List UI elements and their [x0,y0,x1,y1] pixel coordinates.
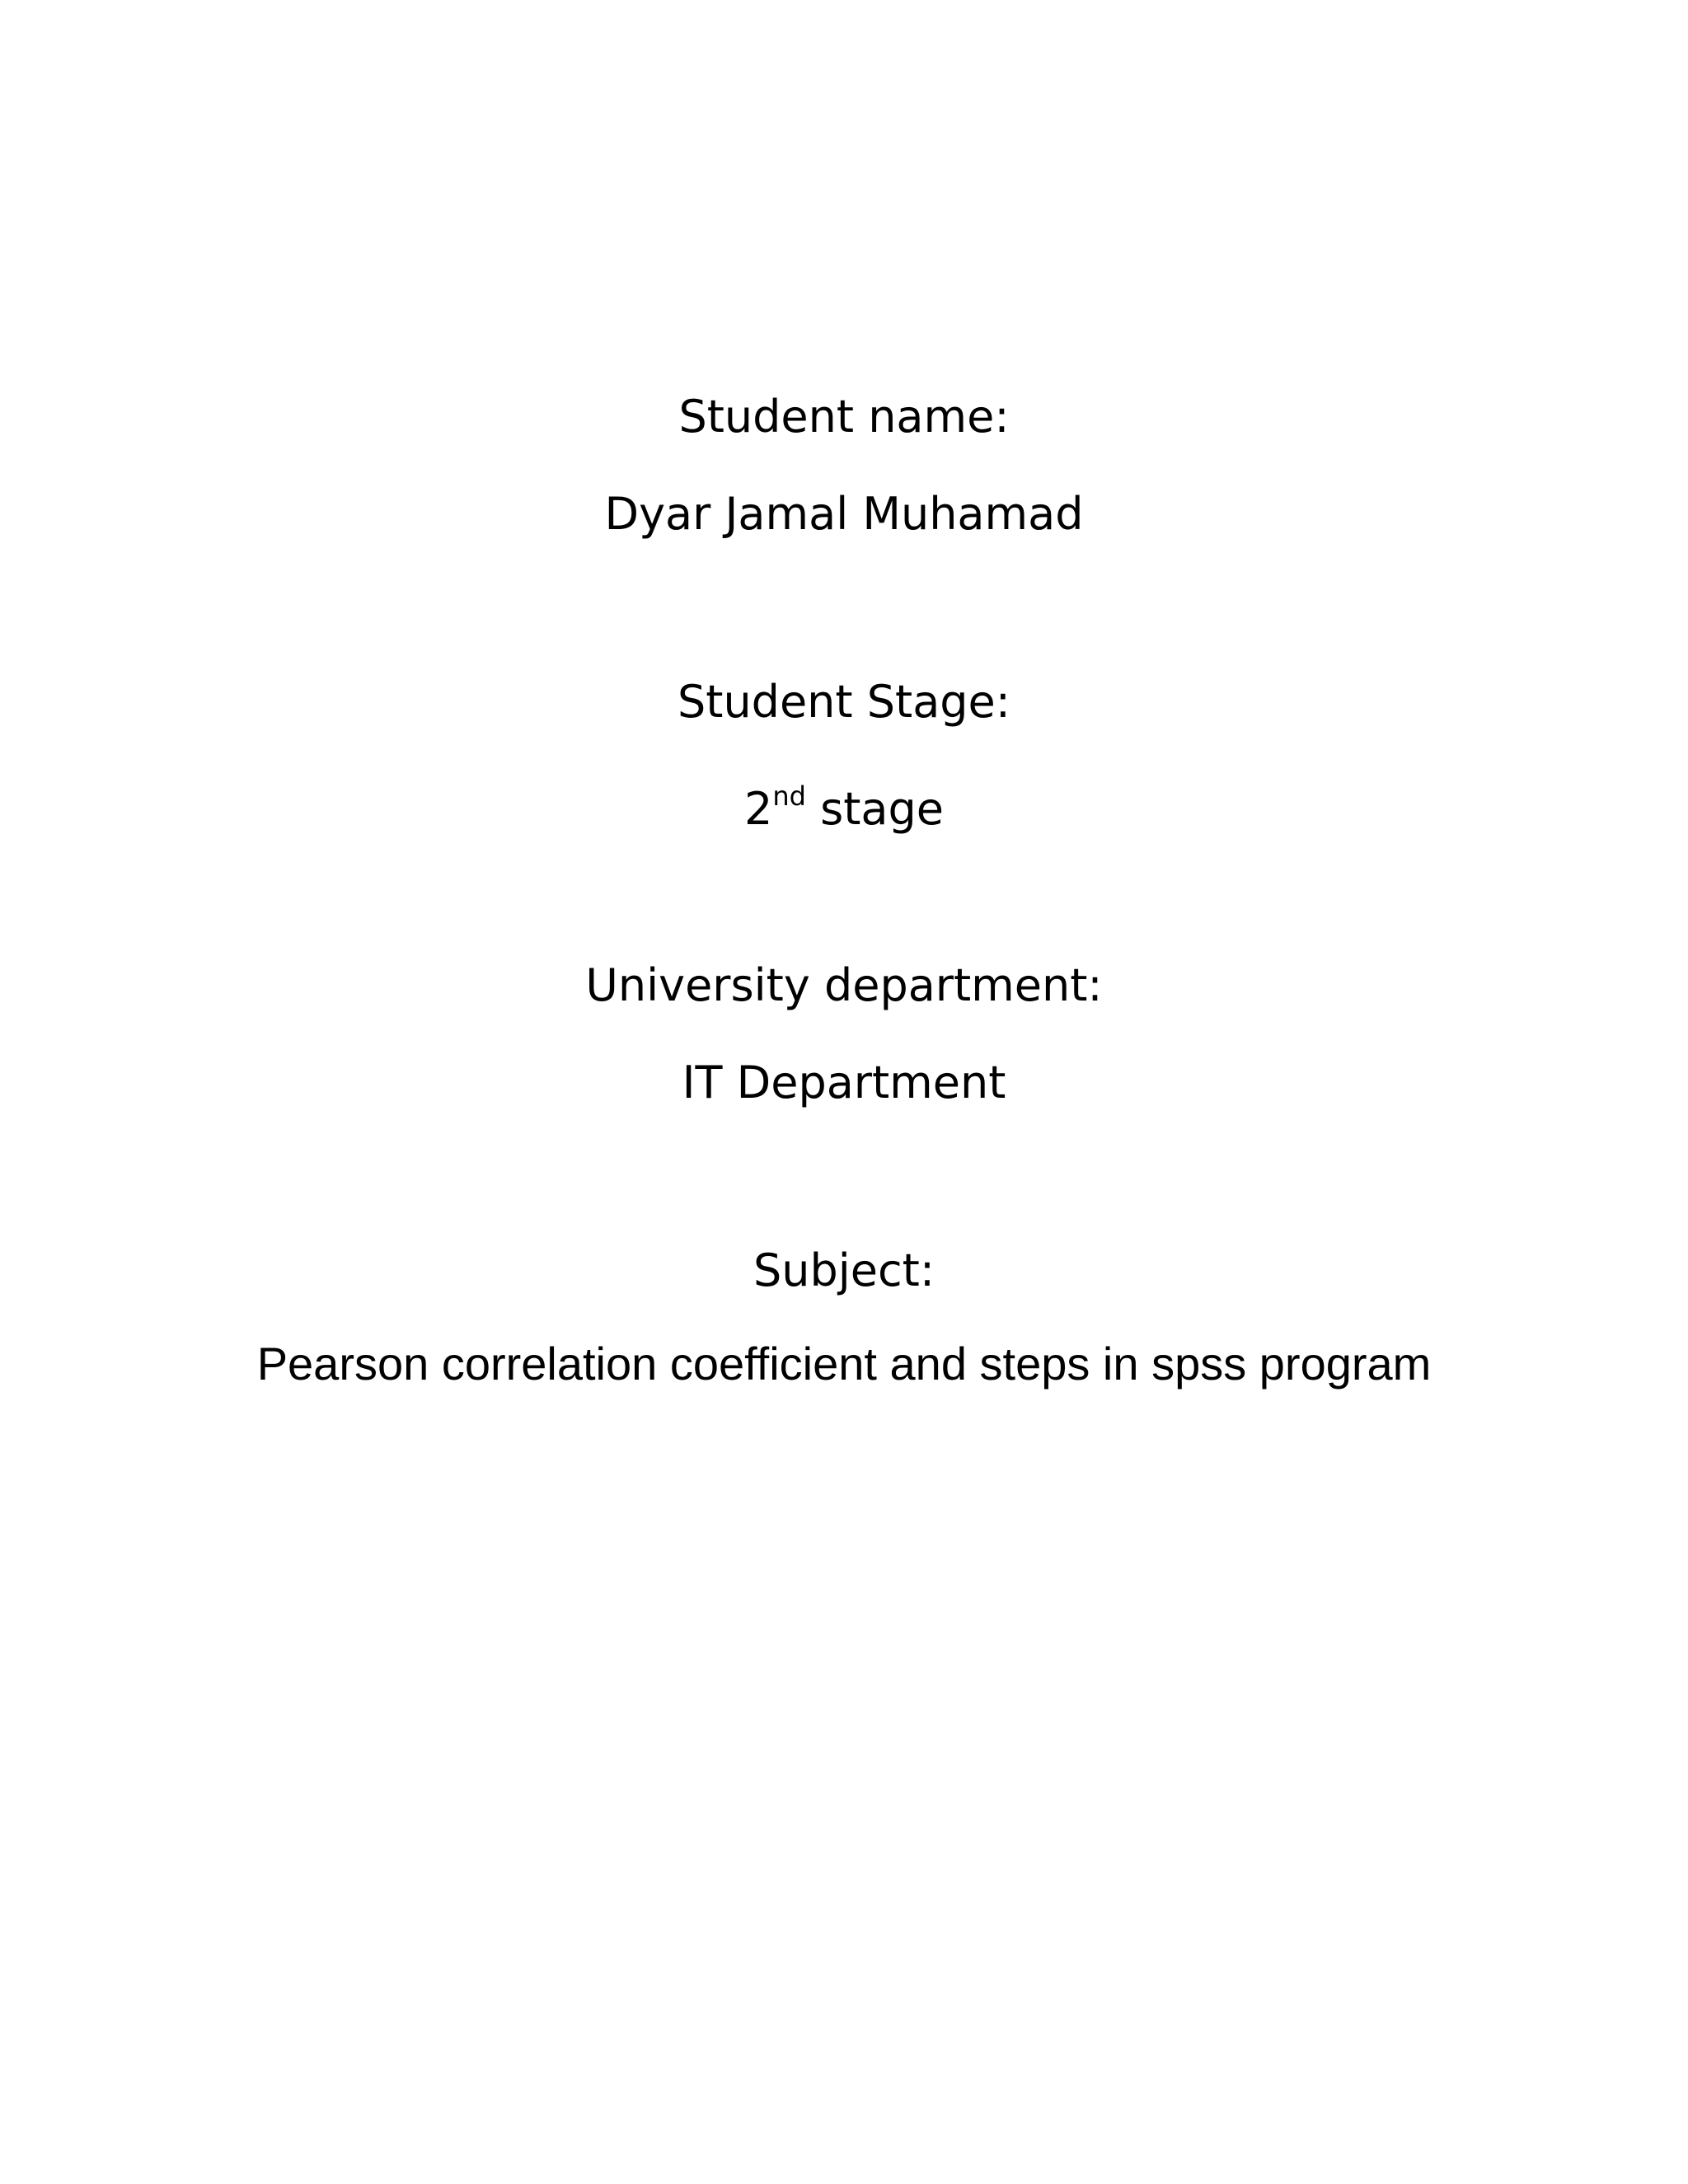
stage-word: stage [805,783,944,835]
student-stage-label: Student Stage: [678,676,1010,728]
department-label: University department: [585,959,1103,1011]
subject-label: Subject: [753,1244,935,1296]
student-name-value: Dyar Jamal Muhamad [604,488,1084,540]
stage-ordinal-suffix: nd [772,780,806,812]
subject-value: Pearson correlation coefficient and steps in spss program [256,1338,1432,1390]
student-stage-value [0,766,1688,842]
department-value: IT Department [682,1057,1006,1108]
student-name-label: Student name: [678,391,1010,443]
stage-number: 2 [743,783,773,835]
